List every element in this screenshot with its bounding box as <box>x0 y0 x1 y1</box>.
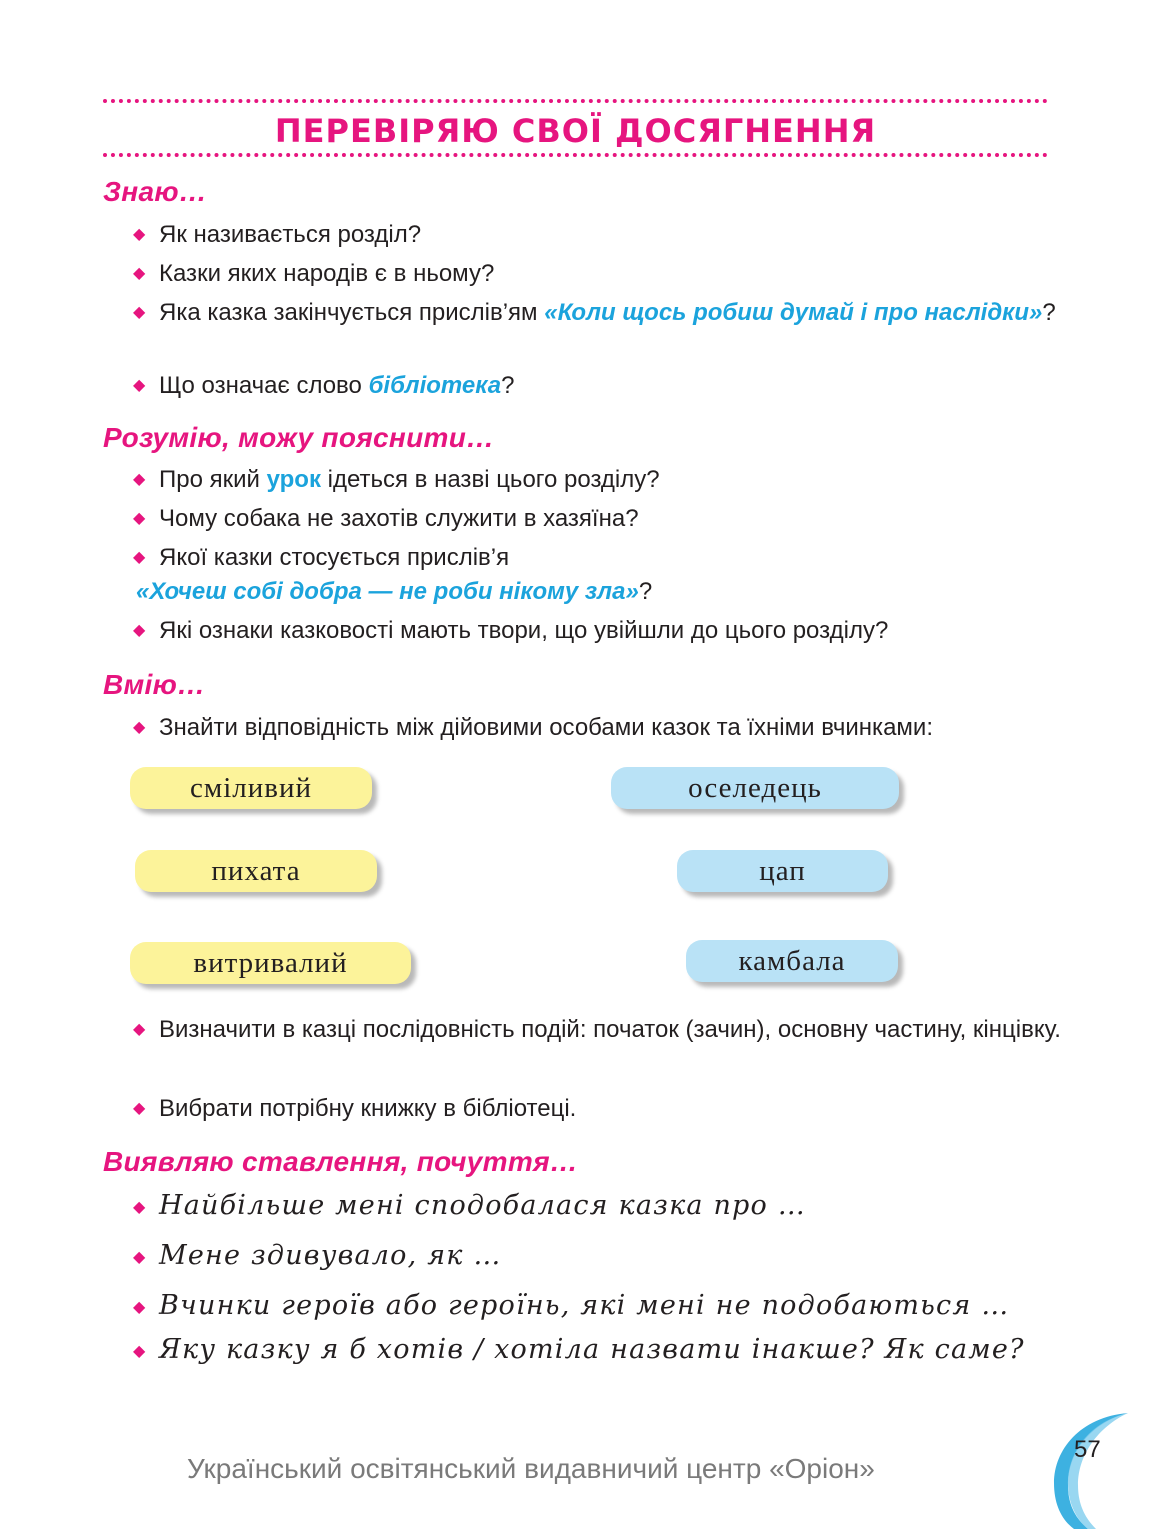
list-item <box>133 257 1063 291</box>
diamond-bullet-icon: ◆ <box>133 622 146 639</box>
item-text-part: Що означає слово <box>159 372 369 399</box>
proverb-highlight: «Хочеш собі добра — не роби нікому зла» <box>136 578 639 605</box>
word-highlight: урок <box>266 466 321 493</box>
diamond-bullet-icon: ◆ <box>133 510 146 527</box>
list-item-text: Казки яких народів є в ньому? <box>159 260 495 287</box>
item-text-part: ідеться в назві цього розділу? <box>320 466 660 493</box>
list-item <box>133 1189 1063 1223</box>
page-title: ПЕРЕВІРЯЮ СВОЇ ДОСЯГНЕННЯ <box>274 112 877 150</box>
diamond-bullet-icon: ◆ <box>133 1199 146 1216</box>
list-item <box>133 614 1063 648</box>
list-item <box>133 218 1063 252</box>
character-card[interactable]: оселедець <box>611 767 899 809</box>
trait-card[interactable]: сміливий <box>130 767 372 809</box>
proverb-line <box>136 575 652 609</box>
publisher-footer: Український освітянський видавничий центр «Оріон» <box>187 1453 875 1484</box>
list-item-text: Які ознаки казковості мають твори, що увійшли до цього розділу? <box>159 617 889 644</box>
diamond-bullet-icon: ◆ <box>133 1021 146 1038</box>
list-item <box>133 711 1063 745</box>
list-item-text <box>133 463 1063 497</box>
proverb-highlight: «Коли щось робиш думай і про наслідки» <box>544 299 1043 326</box>
character-card[interactable]: камбала <box>686 940 898 982</box>
list-item <box>133 541 1063 575</box>
list-item-text: Яку казку я б хотів / хотіла назвати інакше? Як саме? <box>159 1334 1025 1365</box>
list-item <box>133 369 1063 403</box>
list-item <box>133 1092 1063 1126</box>
list-item-text: Визначити в казці послідовність подій: початок (зачин), основну частину, кінцівку. <box>159 1016 1061 1043</box>
list-item-text: Якої казки стосується прислів’я <box>159 544 510 571</box>
item-text-part: Про який <box>159 466 267 493</box>
section-heading-know: Знаю… <box>103 176 208 207</box>
title-divider-bottom <box>103 153 1048 157</box>
item-text-part: Яка казка закінчується прислів’ям <box>159 299 545 326</box>
list-item <box>133 502 1063 536</box>
item-text-part: ? <box>501 372 515 399</box>
list-item <box>133 1333 1063 1367</box>
list-item-text: Знайти відповідність між дійовими особами казок та їхніми вчинками: <box>159 714 933 741</box>
list-item <box>133 296 1063 330</box>
diamond-bullet-icon: ◆ <box>133 265 146 282</box>
diamond-bullet-icon: ◆ <box>133 226 146 243</box>
section-heading-can: Вмію… <box>103 669 206 700</box>
diamond-bullet-icon: ◆ <box>133 1343 146 1360</box>
title-divider-top <box>103 99 1048 103</box>
section-heading-feelings: Виявляю ставлення, почуття… <box>103 1146 579 1177</box>
diamond-bullet-icon: ◆ <box>133 471 146 488</box>
list-item-text: Мене здивувало, як … <box>159 1240 502 1271</box>
trait-card[interactable]: витривалий <box>130 942 411 984</box>
diamond-bullet-icon: ◆ <box>133 1249 146 1266</box>
diamond-bullet-icon: ◆ <box>133 1100 146 1117</box>
list-item <box>133 1289 1063 1323</box>
item-text-part: ? <box>638 578 653 605</box>
list-item-text: Вчинки героїв або героїнь, які мені не подобаються … <box>159 1290 1010 1321</box>
list-item <box>133 1013 1063 1047</box>
page-number: 57 <box>1074 1436 1101 1463</box>
list-item-text: Найбільше мені сподобалася казка про … <box>159 1190 806 1221</box>
diamond-bullet-icon: ◆ <box>133 377 146 394</box>
list-item-text <box>133 369 1063 403</box>
item-text-part: ? <box>1042 299 1056 326</box>
character-card[interactable]: цап <box>677 850 888 892</box>
diamond-bullet-icon: ◆ <box>133 719 146 736</box>
diamond-bullet-icon: ◆ <box>133 1299 146 1316</box>
page-arc-decoration <box>1040 1405 1130 1530</box>
list-item-text: Чому собака не захотів служити в хазяїна? <box>159 505 639 532</box>
word-highlight: бібліотека <box>368 372 502 399</box>
diamond-bullet-icon: ◆ <box>133 304 146 321</box>
diamond-bullet-icon: ◆ <box>133 549 146 566</box>
list-item <box>133 1239 1063 1273</box>
list-item-text: Як називається розділ? <box>159 221 422 248</box>
trait-card[interactable]: пихата <box>135 850 377 892</box>
list-item <box>133 463 1063 497</box>
section-heading-understand: Розумію, можу пояснити… <box>103 422 495 453</box>
list-item-text: Вибрати потрібну книжку в бібліотеці. <box>159 1095 577 1122</box>
list-item-text <box>133 296 1063 330</box>
